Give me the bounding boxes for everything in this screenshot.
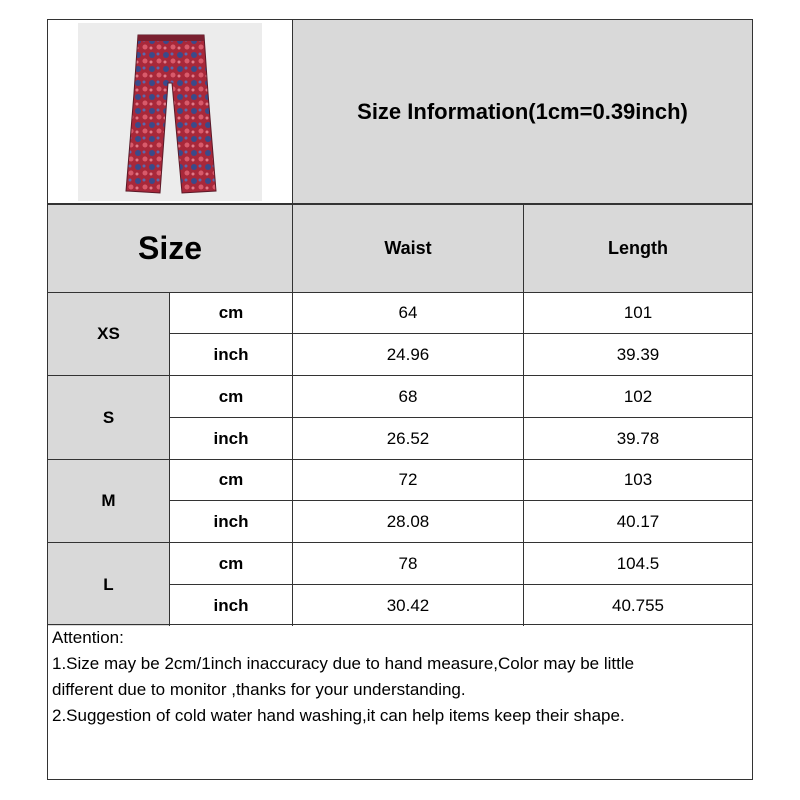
length-value bbox=[523, 459, 752, 500]
waist-value bbox=[292, 584, 523, 626]
waist-value bbox=[292, 417, 523, 459]
size-label: XS bbox=[97, 324, 120, 343]
length-header: Length bbox=[608, 238, 668, 258]
value-text: 40.755 bbox=[612, 595, 664, 615]
value-text: 104.5 bbox=[616, 553, 660, 573]
length-value bbox=[523, 292, 752, 333]
page-title: Size Information(1cm=0.39inch) bbox=[357, 98, 688, 124]
value-text: 40.17 bbox=[616, 511, 660, 531]
value-text: 24.96 bbox=[386, 344, 430, 364]
unit-cell bbox=[169, 333, 292, 375]
unit-cell bbox=[169, 375, 292, 417]
unit-cell bbox=[169, 542, 292, 584]
unit-label: inch bbox=[213, 428, 249, 448]
waist-value bbox=[292, 333, 523, 375]
value-text: 102 bbox=[623, 386, 653, 406]
waist-header-cell bbox=[292, 203, 523, 292]
value-text: 101 bbox=[623, 303, 653, 322]
unit-cell bbox=[169, 292, 292, 333]
waist-value bbox=[292, 542, 523, 584]
unit-label: cm bbox=[218, 303, 244, 322]
attention-notes bbox=[52, 625, 748, 729]
unit-label: inch bbox=[213, 511, 249, 531]
unit-cell bbox=[169, 500, 292, 542]
pants-illustration-icon bbox=[78, 23, 262, 201]
notes-line: 2.Suggestion of cold water hand washing,it can help items keep their shape. bbox=[52, 706, 625, 725]
unit-label: inch bbox=[213, 595, 249, 615]
unit-cell bbox=[169, 417, 292, 459]
waist-value bbox=[292, 375, 523, 417]
value-text: 68 bbox=[398, 386, 418, 406]
size-row-label bbox=[48, 292, 169, 375]
length-value bbox=[523, 375, 752, 417]
size-row-label bbox=[48, 459, 169, 542]
value-text: 26.52 bbox=[386, 428, 430, 448]
size-label: S bbox=[102, 407, 115, 427]
unit-label: inch bbox=[213, 344, 249, 364]
size-header-cell bbox=[48, 203, 292, 292]
value-text: 103 bbox=[623, 470, 653, 489]
notes-line: 1.Size may be 2cm/1inch inaccuracy due to hand measure,Color may be little bbox=[52, 654, 635, 673]
notes-line: different due to monitor ,thanks for your understanding. bbox=[52, 680, 466, 699]
notes-heading: Attention: bbox=[52, 628, 124, 647]
length-value bbox=[523, 333, 752, 375]
value-text: 28.08 bbox=[386, 511, 430, 531]
waist-value bbox=[292, 459, 523, 500]
waist-value bbox=[292, 292, 523, 333]
waist-value bbox=[292, 500, 523, 542]
size-label: L bbox=[103, 574, 114, 594]
length-value bbox=[523, 542, 752, 584]
length-value bbox=[523, 584, 752, 626]
product-image-cell bbox=[48, 20, 292, 203]
value-text: 39.39 bbox=[616, 344, 660, 364]
value-text: 72 bbox=[398, 470, 418, 489]
size-label: M bbox=[101, 491, 116, 510]
value-text: 78 bbox=[398, 553, 418, 573]
length-header-cell bbox=[523, 203, 752, 292]
value-text: 39.78 bbox=[616, 428, 660, 448]
unit-label: cm bbox=[218, 470, 244, 489]
length-value bbox=[523, 500, 752, 542]
size-chart bbox=[47, 19, 753, 780]
waist-header: Waist bbox=[384, 238, 432, 258]
unit-cell bbox=[169, 584, 292, 626]
size-row-label bbox=[48, 375, 169, 459]
unit-label: cm bbox=[218, 553, 244, 573]
value-text: 30.42 bbox=[386, 595, 430, 615]
size-header: Size bbox=[137, 230, 203, 266]
title-cell bbox=[292, 20, 752, 203]
unit-label: cm bbox=[218, 386, 244, 406]
size-row-label bbox=[48, 542, 169, 626]
value-text: 64 bbox=[398, 303, 418, 322]
length-value bbox=[523, 417, 752, 459]
unit-cell bbox=[169, 459, 292, 500]
